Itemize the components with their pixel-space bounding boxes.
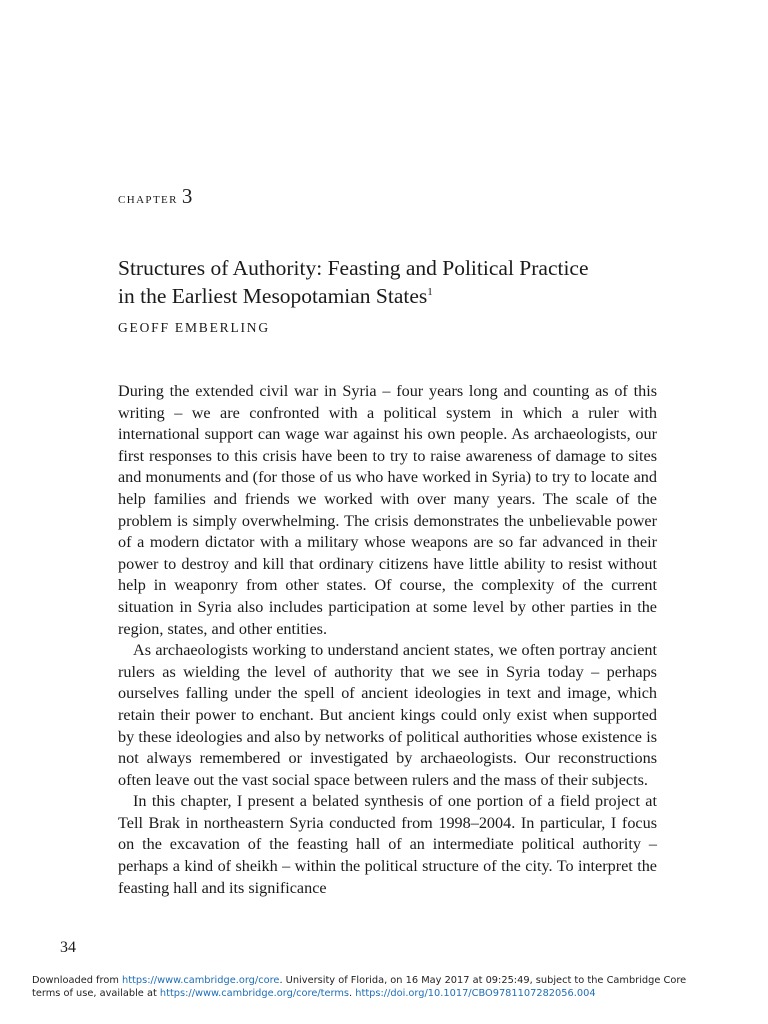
footer-line-1: [32, 974, 736, 987]
chapter-label: [118, 184, 192, 209]
doi-link[interactable]: https://doi.org/10.1017/CBO9781107282056.004: [355, 988, 596, 999]
chapter-title-line1: Structures of Authority: Feasting and Political Practice: [118, 256, 589, 280]
title-footnote-marker[interactable]: 1: [427, 286, 433, 298]
chapter-label-text: chapter: [118, 191, 178, 207]
chapter-number: 3: [181, 184, 193, 208]
footer-line2-prefix: terms of use, available at: [32, 988, 160, 999]
page-number: 34: [60, 939, 76, 956]
body-text: [118, 381, 657, 899]
paragraph-2: As archaeologists working to understand ancient states, we often portray ancient rulers as wielding the level of authority that we see in Syria today – perhaps ourselves falling under the spell of ancient ideologies in text and image, which retain their power to enchant. But ancient kings could only exist when supported by these ideologies and also by networks of political authorities whose existence is not always remembered or investigated by archaeologists. Our reconstructions often leave out the vast social space between rulers and the mass of their subjects.: [118, 641, 657, 789]
paragraph-3: In this chapter, I present a belated synthesis of one portion of a field project at Tell Brak in northeastern Syria conducted from 1998–2004. In particular, I focus on the excavation of the feasting hall of an intermediate political authority – perhaps a kind of sheikh – within the political structure of the city. To interpret the feasting hall and its significance: [118, 792, 657, 897]
footer-prefix: Downloaded from: [32, 975, 122, 986]
author-name: GEOFF EMBERLING: [118, 320, 270, 335]
footer-middle: . University of Florida, on 16 May 2017 at 09:25:49, subject to the Cambridge Core: [279, 975, 687, 986]
download-footer: [32, 974, 736, 1000]
footer-line-2: [32, 987, 736, 1000]
paragraph-1: During the extended civil war in Syria – four years long and counting as of this writing – we are confronted with a political system in which a ruler with international support can wage war against his own people. As archaeologists, our first responses to this crisis have been to try to raise awareness of damage to sites and monuments and (for those of us who have worked in Syria) to try to locate and help families and friends we worked with over many years. The scale of the problem is simply overwhelming. The crisis demonstrates the unbelievable power of a modern dictator with a military whose weapons are so far advanced in their power to destroy and kill that ordinary citizens have little ability to resist without help in weaponry from other states. Of course, the complexity of the current situation in Syria also includes participation at some level by other parties in the region, states, and other entities.: [118, 382, 657, 638]
chapter-title-line2: in the Earliest Mesopotamian States: [118, 284, 428, 308]
chapter-title: [118, 254, 663, 310]
footer-separator: .: [349, 988, 356, 999]
core-link[interactable]: https://www.cambridge.org/core: [121, 975, 280, 986]
terms-link[interactable]: https://www.cambridge.org/core/terms: [159, 988, 350, 999]
